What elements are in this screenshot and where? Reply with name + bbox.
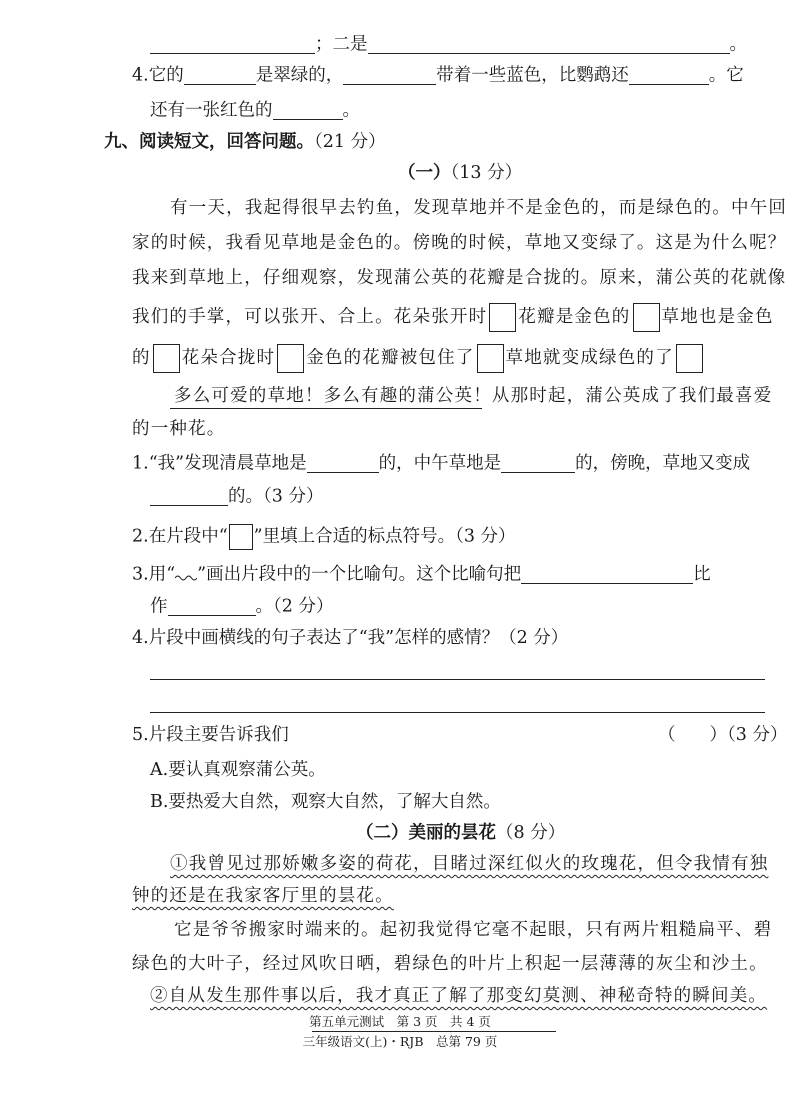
answer-line[interactable] (150, 679, 765, 680)
answer-blank[interactable] (307, 455, 379, 473)
passage1-line: 的 花朵合拢时 金色的花瓣被包住了 草地就变成绿色的了 (132, 344, 705, 373)
answer-blank[interactable] (184, 67, 256, 85)
question-5: 5.片段主要告诉我们 (132, 725, 289, 745)
answer-line[interactable] (150, 712, 765, 713)
answer-blank[interactable] (368, 36, 730, 54)
question-5-answer-paren[interactable]: （ ）（3 分） (658, 725, 788, 745)
sentence-underline (170, 408, 482, 409)
passage2-line (150, 988, 767, 1006)
wavy-line-icon (175, 574, 197, 582)
option-a: A.要认真观察蒲公英。 (150, 760, 326, 780)
wavy-underlined-sentence: 钟的还是在我家客厅里的昙花。 (132, 886, 394, 906)
punctuation-box[interactable] (153, 344, 180, 373)
question-2: 2.在片段中“ ”里填上合适的标点符号。（3 分） (132, 524, 516, 550)
q3-tail-line: ；二是 。 (150, 36, 747, 54)
passage1-line: 的一种花。 (132, 419, 226, 439)
question-4-cont: 还有一张红色的 。 (150, 100, 360, 121)
footer-line-1: 第五单元测试 第 3 页 共 4 页 (309, 1014, 491, 1029)
answer-blank[interactable] (150, 36, 315, 54)
question-1: 1.“我”发现清晨草地是 的，中午草地是 的，傍晚，草地又变成 (132, 453, 751, 474)
passage1-line: 我们的手掌，可以张开、合上。花朵张开时 花瓣是金色的 草地也是金色 (132, 303, 774, 332)
passage1-line: 有一天，我起得很早去钓鱼，发现草地并不是金色的，而是绿色的。中午回 (170, 198, 788, 218)
passage2-line: 绿色的大叶子，经过风吹日晒，碧绿色的叶片上积起一层薄薄的灰尘和沙土。 (132, 954, 768, 974)
option-b: B.要热爱大自然，观察大自然，了解大自然。 (150, 792, 501, 812)
question-4: 4.它的 是翠绿的， 带着一些蓝色，比鹦鹉还 。它 (132, 65, 744, 86)
answer-blank[interactable] (521, 566, 693, 584)
passage2-line (132, 888, 394, 906)
answer-blank[interactable] (629, 67, 709, 85)
answer-blank[interactable] (150, 488, 228, 506)
wavy-underlined-sentence: ②自从发生那件事以后，我才真正了解了那变幻莫测、神秘奇特的瞬间美。 (150, 986, 768, 1006)
question-3-cont: 作 。（2 分） (150, 596, 334, 617)
punctuation-box[interactable] (676, 344, 703, 373)
answer-blank[interactable] (273, 102, 343, 120)
punctuation-box-sample (229, 524, 253, 550)
underlined-sentence: 多么可爱的草地！多么有趣的蒲公英！ (174, 386, 492, 406)
answer-blank[interactable] (168, 598, 256, 616)
question-1-cont: 的。（3 分） (150, 488, 323, 506)
passage1-line: 我来到草地上，仔细观察，发现蒲公英的花瓣是合拢的。原来，蒲公英的花就像 (132, 268, 787, 288)
passage2-line: 它是爷爷搬家时端来的。起初我觉得它毫不起眼，只有两片粗糙扁平、碧 (174, 920, 773, 940)
punctuation-box[interactable] (633, 303, 660, 332)
wavy-underlined-sentence: ①我曾见过那娇嫩多姿的荷花，目睹过深红似火的玫瑰花，但令我情有独 (170, 854, 769, 874)
question-4-text: 4.片段中画横线的句子表达了“我”怎样的感情？（2 分） (132, 628, 569, 648)
question-3: 3.用“ ”画出片段中的一个比喻句。这个比喻句把 比 (132, 564, 711, 585)
section-9-title: 九、阅读短文，回答问题。（21 分） (104, 132, 386, 152)
punctuation-box[interactable] (477, 344, 504, 373)
passage2-line (170, 856, 768, 874)
passage1-line: 家的时候，我看见草地是金色的。傍晚的时候，草地又变绿了。这是为什么呢？ (132, 233, 787, 253)
part-2-heading: （二）美丽的昙花（8 分） (356, 823, 566, 843)
passage1-line: 多么可爱的草地！多么有趣的蒲公英！从那时起，蒲公英成了我们最喜爱 (174, 386, 773, 406)
answer-blank[interactable] (343, 67, 436, 85)
footer-divider (312, 1031, 556, 1032)
answer-blank[interactable] (501, 455, 575, 473)
footer-line-2: 三年级语文(上)・RJB 总第 79 页 (302, 1034, 498, 1049)
punctuation-box[interactable] (489, 303, 516, 332)
part-1-heading: （一）（13 分） (398, 163, 523, 183)
punctuation-box[interactable] (277, 344, 304, 373)
